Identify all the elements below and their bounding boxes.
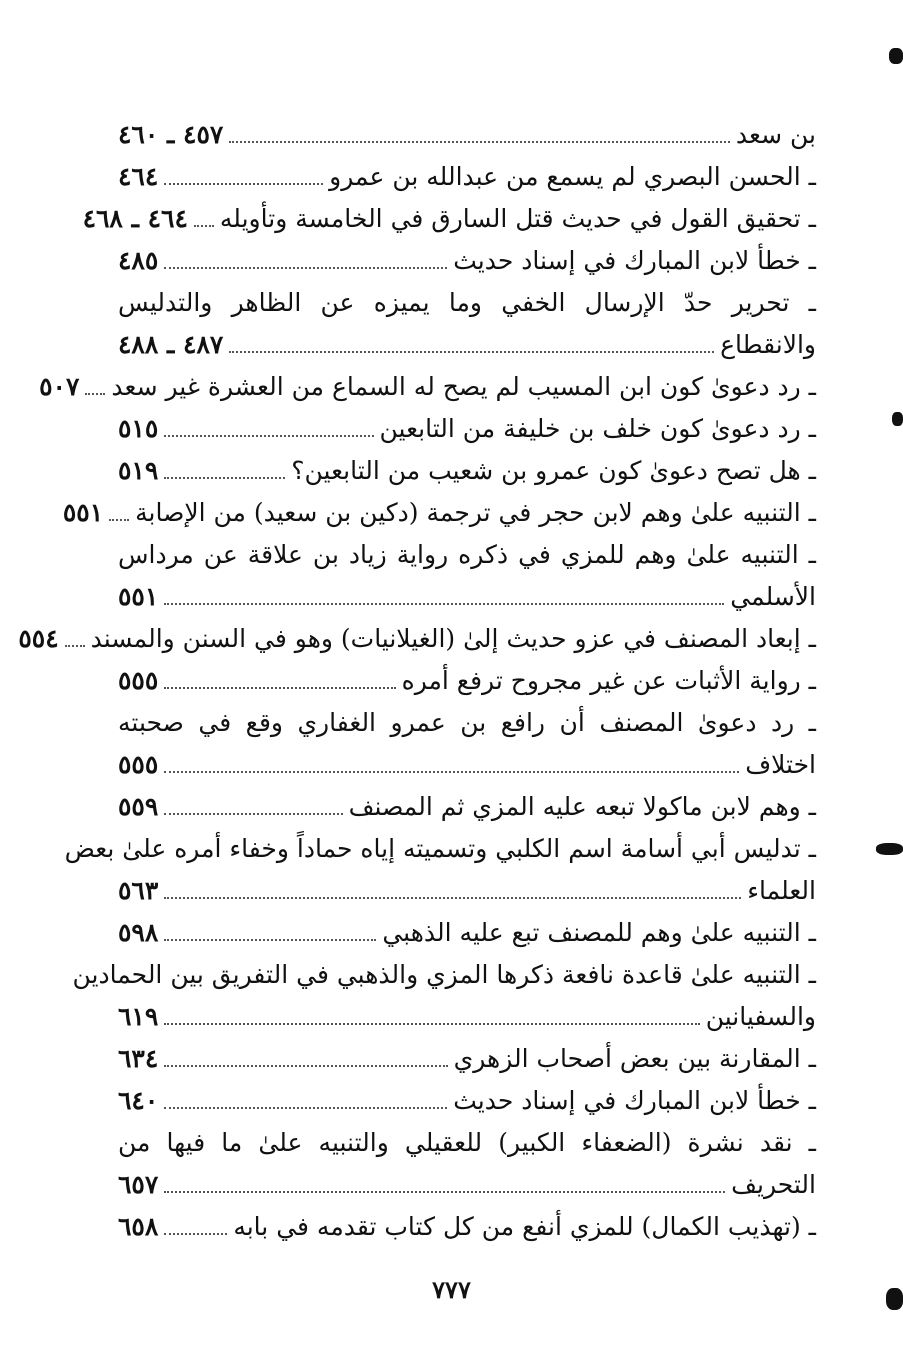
toc-entry-page: ٥٥٤ [18, 624, 59, 653]
toc-entry-page: ٤٦٤ [118, 162, 159, 191]
toc-entry-row [118, 870, 816, 912]
toc-entry-row [118, 240, 816, 282]
toc-entry-page: ٥٦٣ [118, 876, 159, 905]
toc-entry-page: ٦٤٠ [118, 1086, 159, 1115]
toc-entry-row [18, 618, 816, 660]
dot-leader [164, 183, 323, 185]
dot-leader [164, 477, 285, 479]
toc-entry [64, 828, 816, 912]
dot-leader [164, 1233, 227, 1235]
toc-entry-page: ٦٥٧ [118, 1170, 159, 1199]
toc-entry [118, 450, 816, 492]
toc-entry-row [39, 366, 816, 408]
toc-entry-title: ـ التنبيه علىٰ وهم للمصنف تبع عليه الذهبي [382, 918, 816, 947]
dot-leader [65, 645, 85, 647]
dot-leader [164, 897, 741, 899]
toc-entry-row [118, 786, 816, 828]
toc-entry-page: ٤٦٤ ـ ٤٦٨ [82, 204, 188, 233]
toc-entry-title: ـ الحسن البصري لم يسمع من عبدالله بن عمرو [329, 162, 816, 191]
toc-entry-row [118, 1164, 816, 1206]
toc-entry-page: ٥٥٥ [118, 666, 159, 695]
toc-entry [118, 660, 816, 702]
toc-entry-page: ٥٠٧ [39, 372, 80, 401]
toc-entry-title: التحريف [731, 1170, 816, 1199]
ink-blot-middle [892, 412, 903, 426]
toc-entry-row [118, 114, 816, 156]
toc-entry-page: ٥١٩ [118, 456, 159, 485]
toc-entry-page: ٦١٩ [118, 1002, 159, 1031]
toc-entry-title: الأسلمي [730, 582, 816, 611]
toc-entry-row [118, 450, 816, 492]
toc-entry [118, 1080, 816, 1122]
toc-entry-title: ـ إبعاد المصنف في عزو حديث إلىٰ (الغيلانيات) وهو في السنن والمسند [90, 624, 816, 653]
toc-entry [118, 1122, 816, 1206]
toc-entry-title: ـ تحقيق القول في حديث قتل السارق في الخامسة وتأويله [219, 204, 816, 233]
toc-entry [118, 702, 816, 786]
dot-leader [164, 813, 342, 815]
toc-entry-row [118, 1038, 816, 1080]
toc-entry-row [118, 1080, 816, 1122]
toc-entry-page: ٦٣٤ [118, 1044, 159, 1073]
toc-entry [118, 282, 816, 366]
dot-leader [164, 1065, 447, 1067]
toc-entry-title: ـ التنبيه علىٰ وهم لابن حجر في ترجمة (دكين بن سعيد) من الإصابة [135, 498, 816, 527]
toc-entry-page: ٥٩٨ [118, 918, 159, 947]
toc-entry-row [118, 576, 816, 618]
toc-entry-title: اختلاف [745, 750, 816, 779]
toc-entry-title: والانقطاع [720, 330, 816, 359]
dot-leader [164, 1107, 447, 1109]
dot-leader [109, 519, 129, 521]
dot-leader [164, 435, 373, 437]
toc-entry [72, 954, 816, 1038]
toc-entry-row [118, 660, 816, 702]
page-number: ٧٧٧ [432, 1275, 471, 1304]
toc-entry-row [118, 912, 816, 954]
toc-entry [18, 618, 816, 660]
dot-leader [164, 1023, 699, 1025]
toc-entry-title: ـ رد دعوىٰ كون خلف بن خليفة من التابعين [379, 414, 816, 443]
toc-entry-page: ٥٥٥ [118, 750, 159, 779]
toc-entry-first-line: ـ التنبيه علىٰ وهم للمزي في ذكره رواية زياد بن علاقة عن مرداس [118, 540, 816, 569]
toc-entry-page: ٦٥٨ [118, 1212, 159, 1241]
toc-entry [118, 534, 816, 618]
toc-entry-page: ٥١٥ [118, 414, 159, 443]
toc-entry-title: العلماء [747, 876, 816, 905]
table-of-contents [18, 114, 816, 1248]
toc-entry-title: ـ هل تصح دعوىٰ كون عمرو بن شعيب من التابعين؟ [291, 456, 816, 485]
dot-leader [164, 939, 376, 941]
toc-entry-row [118, 324, 816, 366]
toc-entry-row [118, 996, 816, 1038]
toc-entry-first-line: ـ نقد نشرة (الضعفاء الكبير) للعقيلي والتنبيه علىٰ ما فيها من [118, 1128, 816, 1157]
toc-entry [39, 366, 816, 408]
toc-entry-title: ـ وهم لابن ماكولا تبعه عليه المزي ثم المصنف [348, 792, 816, 821]
toc-entry-row [118, 156, 816, 198]
dot-leader [229, 141, 730, 143]
toc-entry [118, 1206, 816, 1248]
toc-entry-row [118, 744, 816, 786]
dot-leader [194, 225, 214, 227]
toc-entry-row [82, 198, 816, 240]
toc-entry-first-line: ـ تحرير حدّ الإرسال الخفي وما يميزه عن الظاهر والتدليس [118, 288, 816, 317]
toc-entry-title: ـ رد دعوىٰ كون ابن المسيب لم يصح له السماع من العشرة غير سعد [111, 372, 816, 401]
toc-entry-title: ـ خطأ لابن المبارك في إسناد حديث [453, 246, 816, 275]
dot-leader [164, 771, 739, 773]
toc-entry [118, 786, 816, 828]
toc-entry-page: ٤٨٥ [118, 246, 159, 275]
toc-entry-first-line: ـ رد دعوىٰ المصنف أن رافع بن عمرو الغفاري وقع في صحبته [118, 708, 816, 737]
toc-entry-page: ٥٥٩ [118, 792, 159, 821]
toc-entry-title: والسفيانين [705, 1002, 816, 1031]
toc-entry-first-line: ـ التنبيه علىٰ قاعدة نافعة ذكرها المزي والذهبي في التفريق بين الحمادين [72, 960, 816, 989]
toc-entry-title: ـ المقارنة بين بعض أصحاب الزهري [453, 1044, 816, 1073]
dot-leader [85, 393, 105, 395]
toc-entry-page: ٤٨٧ ـ ٤٨٨ [118, 330, 224, 359]
toc-entry-page: ٥٥١ [62, 498, 104, 527]
toc-entry-page: ٥٥١ [118, 582, 159, 611]
dot-leader [164, 603, 724, 605]
toc-entry [118, 156, 816, 198]
toc-entry-title: ـ رواية الأثبات عن غير مجروح ترفع أمره [401, 666, 816, 695]
toc-entry-first-line: ـ تدليس أبي أسامة اسم الكلبي وتسميته إياه حماداً وخفاء أمره علىٰ بعض [64, 834, 816, 863]
toc-entry [118, 408, 816, 450]
toc-entry-row [118, 1206, 816, 1248]
toc-entry-page: ٤٥٧ ـ ٤٦٠ [118, 120, 224, 149]
toc-entry-title: بن سعد [735, 120, 816, 149]
toc-entry [82, 198, 816, 240]
dot-leader [164, 267, 447, 269]
toc-entry-row [118, 408, 816, 450]
toc-entry-title: ـ (تهذيب الكمال) للمزي أنفع من كل كتاب تقدمه في بابه [233, 1212, 816, 1241]
dot-leader [164, 1191, 725, 1193]
toc-entry-title: ـ خطأ لابن المبارك في إسناد حديث [453, 1086, 816, 1115]
ink-blot-lower [876, 843, 903, 855]
dot-leader [164, 687, 395, 689]
toc-entry [118, 1038, 816, 1080]
toc-entry [118, 240, 816, 282]
ink-blot-top [889, 48, 903, 64]
toc-entry-row [62, 492, 816, 534]
toc-entry [118, 114, 816, 156]
dot-leader [229, 351, 714, 353]
toc-entry [62, 492, 816, 534]
toc-entry [118, 912, 816, 954]
